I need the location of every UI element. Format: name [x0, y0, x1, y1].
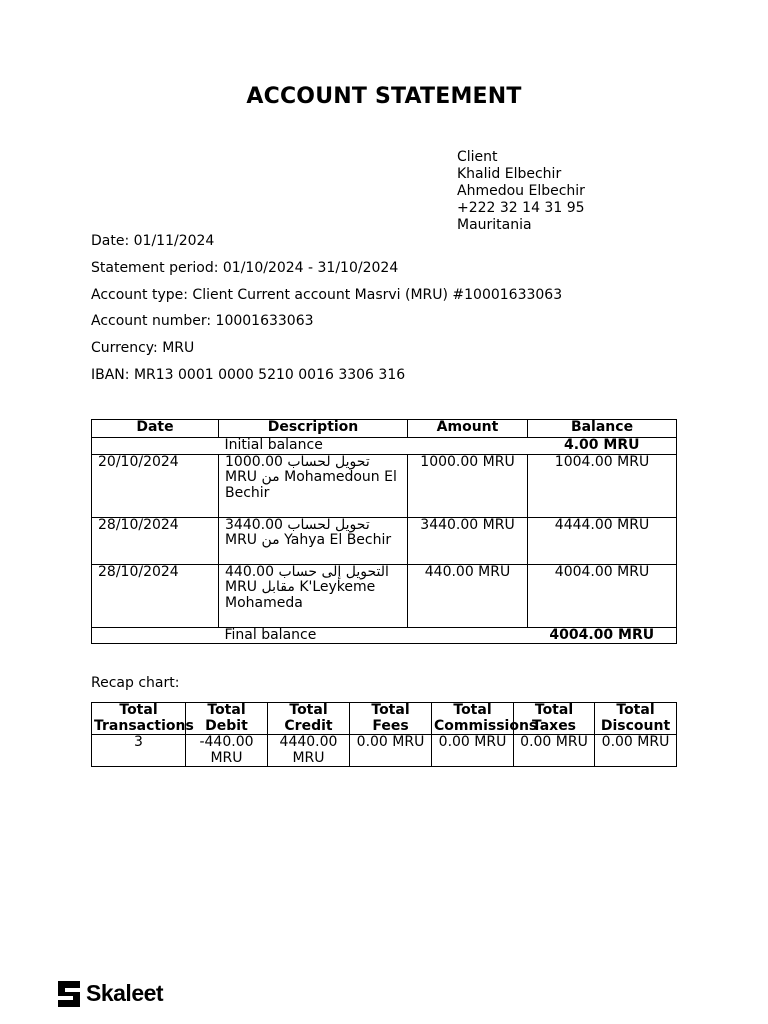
recap-header-commissions: Total Commissions [432, 703, 514, 735]
row-description: تحويل لحساب 1000.00 MRU من Mohamedoun El Bechir [219, 454, 408, 517]
recap-value-discount: 0.00 MRU [595, 735, 677, 767]
logo-text: Skaleet [86, 980, 164, 1006]
recap-label: Recap chart: [91, 675, 180, 691]
client-block [457, 149, 585, 234]
table-row [92, 517, 677, 564]
row-balance: 1004.00 MRU [528, 454, 677, 517]
recap-value-commissions: 0.00 MRU [432, 735, 514, 767]
header-date: Date [92, 420, 219, 438]
final-balance-label: Final balance [219, 627, 408, 644]
recap-header-fees: Total Fees [350, 703, 432, 735]
recap-header-debit: Total Debit [186, 703, 268, 735]
client-country: Mauritania [457, 217, 532, 233]
initial-balance-row [92, 438, 677, 455]
final-balance-value: 4004.00 MRU [528, 627, 677, 644]
initial-balance-label: Initial balance [219, 438, 408, 455]
account-type: Account type: Client Current account Masrvi (MRU) #10001633063 [91, 287, 563, 303]
client-address: Ahmedou Elbechir [457, 183, 585, 199]
client-phone: +222 32 14 31 95 [457, 200, 585, 216]
row-balance: 4444.00 MRU [528, 517, 677, 564]
skaleet-logo [58, 980, 163, 1007]
table-row [92, 564, 677, 627]
recap-header-row [92, 703, 677, 735]
header-description: Description [219, 420, 408, 438]
client-name: Khalid Elbechir [457, 166, 562, 182]
recap-value-transactions: 3 [92, 735, 186, 767]
skaleet-logo-icon [58, 981, 80, 1007]
statement-period: Statement period: 01/10/2024 - 31/10/2024 [91, 260, 399, 276]
final-balance-row [92, 627, 677, 644]
recap-values-row [92, 735, 677, 767]
row-balance: 4004.00 MRU [528, 564, 677, 627]
currency: Currency: MRU [91, 340, 195, 356]
recap-header-discount: Total Discount [595, 703, 677, 735]
row-amount: 1000.00 MRU [408, 454, 528, 517]
table-row [92, 454, 677, 517]
transactions-table [91, 419, 677, 644]
table-header-row [92, 420, 677, 438]
row-date: 28/10/2024 [92, 564, 219, 627]
statement-date: Date: 01/11/2024 [91, 233, 215, 249]
recap-header-taxes: Total Taxes [514, 703, 595, 735]
page-title: ACCOUNT STATEMENT [246, 84, 522, 109]
recap-value-credit: 4440.00 MRU [268, 735, 350, 767]
row-amount: 440.00 MRU [408, 564, 528, 627]
recap-header-credit: Total Credit [268, 703, 350, 735]
recap-table [91, 702, 677, 767]
row-description: التحويل إلى حساب 440.00 MRU مقابل K'Leykeme Mohameda [219, 564, 408, 627]
client-label: Client [457, 149, 498, 165]
account-number: Account number: 10001633063 [91, 313, 314, 329]
row-description: تحويل لحساب 3440.00 MRU من Yahya El Bechir [219, 517, 408, 564]
recap-value-taxes: 0.00 MRU [514, 735, 595, 767]
header-amount: Amount [408, 420, 528, 438]
initial-balance-value: 4.00 MRU [528, 438, 677, 455]
row-date: 20/10/2024 [92, 454, 219, 517]
recap-header-transactions: Total Transactions [92, 703, 186, 735]
recap-value-fees: 0.00 MRU [350, 735, 432, 767]
row-amount: 3440.00 MRU [408, 517, 528, 564]
iban: IBAN: MR13 0001 0000 5210 0016 3306 316 [91, 367, 406, 383]
row-date: 28/10/2024 [92, 517, 219, 564]
recap-value-debit: -440.00 MRU [186, 735, 268, 767]
header-balance: Balance [528, 420, 677, 438]
